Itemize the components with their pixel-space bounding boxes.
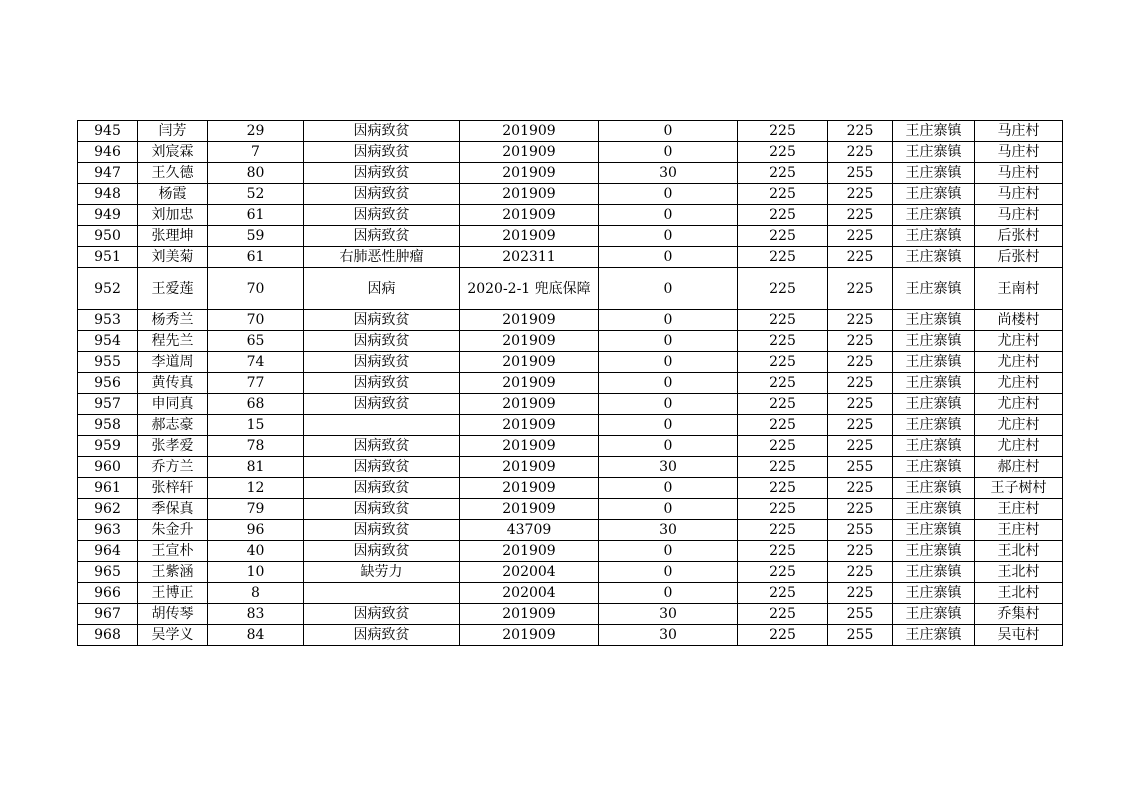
table-row bbox=[78, 604, 1063, 625]
table-row bbox=[78, 310, 1063, 331]
cell-town: 王庄寨镇 bbox=[893, 394, 975, 415]
cell-age: 96 bbox=[208, 520, 304, 541]
cell-reason: 因病致贫 bbox=[304, 478, 460, 499]
table-row bbox=[78, 583, 1063, 604]
cell-reason: 因病致贫 bbox=[304, 436, 460, 457]
cell-age: 68 bbox=[208, 394, 304, 415]
cell-value-3: 225 bbox=[828, 142, 893, 163]
cell-value-2: 225 bbox=[738, 394, 828, 415]
cell-village: 王北村 bbox=[975, 541, 1063, 562]
cell-town: 王庄寨镇 bbox=[893, 310, 975, 331]
cell-age: 80 bbox=[208, 163, 304, 184]
cell-reason: 因病致贫 bbox=[304, 604, 460, 625]
cell-town: 王庄寨镇 bbox=[893, 499, 975, 520]
cell-reason: 因病 bbox=[304, 268, 460, 310]
table-row bbox=[78, 562, 1063, 583]
cell-date: 201909 bbox=[460, 142, 599, 163]
cell-index: 949 bbox=[78, 205, 138, 226]
cell-village: 王子树村 bbox=[975, 478, 1063, 499]
cell-index: 947 bbox=[78, 163, 138, 184]
table-row bbox=[78, 457, 1063, 478]
cell-reason: 因病致贫 bbox=[304, 457, 460, 478]
cell-village: 王南村 bbox=[975, 268, 1063, 310]
cell-name: 申同真 bbox=[138, 394, 208, 415]
cell-date: 201909 bbox=[460, 121, 599, 142]
cell-age: 15 bbox=[208, 415, 304, 436]
cell-value-3: 225 bbox=[828, 184, 893, 205]
cell-age: 8 bbox=[208, 583, 304, 604]
cell-name: 王紫涵 bbox=[138, 562, 208, 583]
cell-value-1: 0 bbox=[599, 562, 738, 583]
cell-index: 963 bbox=[78, 520, 138, 541]
cell-index: 960 bbox=[78, 457, 138, 478]
cell-index: 962 bbox=[78, 499, 138, 520]
cell-town: 王庄寨镇 bbox=[893, 331, 975, 352]
cell-town: 王庄寨镇 bbox=[893, 520, 975, 541]
cell-date: 201909 bbox=[460, 436, 599, 457]
cell-age: 61 bbox=[208, 247, 304, 268]
cell-index: 958 bbox=[78, 415, 138, 436]
cell-value-2: 225 bbox=[738, 415, 828, 436]
cell-village: 马庄村 bbox=[975, 184, 1063, 205]
cell-town: 王庄寨镇 bbox=[893, 541, 975, 562]
cell-age: 81 bbox=[208, 457, 304, 478]
cell-value-1: 0 bbox=[599, 583, 738, 604]
cell-value-3: 225 bbox=[828, 352, 893, 373]
cell-reason: 因病致贫 bbox=[304, 520, 460, 541]
table-row bbox=[78, 184, 1063, 205]
cell-age: 65 bbox=[208, 331, 304, 352]
table-row bbox=[78, 121, 1063, 142]
cell-village: 马庄村 bbox=[975, 205, 1063, 226]
cell-index: 959 bbox=[78, 436, 138, 457]
cell-date: 201909 bbox=[460, 415, 599, 436]
cell-value-1: 30 bbox=[599, 625, 738, 646]
cell-name: 王久德 bbox=[138, 163, 208, 184]
cell-village: 王庄村 bbox=[975, 499, 1063, 520]
cell-reason: 因病致贫 bbox=[304, 352, 460, 373]
table-row bbox=[78, 415, 1063, 436]
cell-value-2: 225 bbox=[738, 268, 828, 310]
cell-age: 40 bbox=[208, 541, 304, 562]
table-row bbox=[78, 373, 1063, 394]
cell-town: 王庄寨镇 bbox=[893, 247, 975, 268]
cell-value-2: 225 bbox=[738, 604, 828, 625]
cell-village: 乔集村 bbox=[975, 604, 1063, 625]
cell-town: 王庄寨镇 bbox=[893, 163, 975, 184]
cell-date: 201909 bbox=[460, 331, 599, 352]
cell-name: 李道周 bbox=[138, 352, 208, 373]
cell-value-2: 225 bbox=[738, 436, 828, 457]
table-row bbox=[78, 520, 1063, 541]
cell-value-2: 225 bbox=[738, 310, 828, 331]
cell-reason: 右肺恶性肿瘤 bbox=[304, 247, 460, 268]
cell-value-2: 225 bbox=[738, 562, 828, 583]
cell-index: 953 bbox=[78, 310, 138, 331]
cell-value-2: 225 bbox=[738, 331, 828, 352]
cell-reason: 因病致贫 bbox=[304, 226, 460, 247]
cell-date: 202004 bbox=[460, 562, 599, 583]
cell-reason: 因病致贫 bbox=[304, 394, 460, 415]
table-row bbox=[78, 163, 1063, 184]
cell-reason: 因病致贫 bbox=[304, 121, 460, 142]
cell-village: 尤庄村 bbox=[975, 436, 1063, 457]
cell-age: 83 bbox=[208, 604, 304, 625]
cell-village: 马庄村 bbox=[975, 142, 1063, 163]
cell-town: 王庄寨镇 bbox=[893, 184, 975, 205]
cell-town: 王庄寨镇 bbox=[893, 436, 975, 457]
cell-value-3: 225 bbox=[828, 436, 893, 457]
cell-value-2: 225 bbox=[738, 352, 828, 373]
cell-name: 刘加忠 bbox=[138, 205, 208, 226]
cell-value-3: 255 bbox=[828, 163, 893, 184]
cell-name: 胡传琴 bbox=[138, 604, 208, 625]
cell-reason: 因病致贫 bbox=[304, 625, 460, 646]
cell-value-3: 225 bbox=[828, 373, 893, 394]
cell-value-2: 225 bbox=[738, 625, 828, 646]
cell-index: 951 bbox=[78, 247, 138, 268]
cell-value-3: 255 bbox=[828, 520, 893, 541]
cell-value-1: 0 bbox=[599, 268, 738, 310]
cell-index: 950 bbox=[78, 226, 138, 247]
cell-village: 王北村 bbox=[975, 562, 1063, 583]
cell-village: 尤庄村 bbox=[975, 331, 1063, 352]
table-row bbox=[78, 247, 1063, 268]
cell-date: 201909 bbox=[460, 457, 599, 478]
table-row bbox=[78, 499, 1063, 520]
cell-value-2: 225 bbox=[738, 184, 828, 205]
cell-value-1: 0 bbox=[599, 415, 738, 436]
cell-town: 王庄寨镇 bbox=[893, 478, 975, 499]
cell-date: 202004 bbox=[460, 583, 599, 604]
cell-value-3: 225 bbox=[828, 205, 893, 226]
cell-value-3: 225 bbox=[828, 226, 893, 247]
cell-value-1: 0 bbox=[599, 394, 738, 415]
cell-town: 王庄寨镇 bbox=[893, 226, 975, 247]
cell-value-2: 225 bbox=[738, 583, 828, 604]
cell-age: 12 bbox=[208, 478, 304, 499]
cell-value-1: 0 bbox=[599, 331, 738, 352]
cell-age: 29 bbox=[208, 121, 304, 142]
cell-value-2: 225 bbox=[738, 163, 828, 184]
cell-value-1: 0 bbox=[599, 478, 738, 499]
cell-value-1: 30 bbox=[599, 604, 738, 625]
cell-value-1: 0 bbox=[599, 541, 738, 562]
cell-reason: 因病致贫 bbox=[304, 142, 460, 163]
cell-reason: 因病致贫 bbox=[304, 499, 460, 520]
cell-age: 61 bbox=[208, 205, 304, 226]
cell-name: 张梓轩 bbox=[138, 478, 208, 499]
cell-index: 966 bbox=[78, 583, 138, 604]
cell-town: 王庄寨镇 bbox=[893, 604, 975, 625]
cell-value-2: 225 bbox=[738, 226, 828, 247]
cell-town: 王庄寨镇 bbox=[893, 205, 975, 226]
cell-index: 945 bbox=[78, 121, 138, 142]
cell-value-1: 0 bbox=[599, 205, 738, 226]
cell-value-2: 225 bbox=[738, 247, 828, 268]
cell-name: 黄传真 bbox=[138, 373, 208, 394]
cell-value-2: 225 bbox=[738, 541, 828, 562]
cell-age: 7 bbox=[208, 142, 304, 163]
cell-index: 968 bbox=[78, 625, 138, 646]
cell-value-3: 225 bbox=[828, 121, 893, 142]
cell-value-2: 225 bbox=[738, 478, 828, 499]
cell-town: 王庄寨镇 bbox=[893, 373, 975, 394]
cell-town: 王庄寨镇 bbox=[893, 625, 975, 646]
cell-value-1: 0 bbox=[599, 226, 738, 247]
cell-reason: 因病致贫 bbox=[304, 205, 460, 226]
cell-reason: 因病致贫 bbox=[304, 373, 460, 394]
cell-name: 闫芳 bbox=[138, 121, 208, 142]
cell-name: 乔方兰 bbox=[138, 457, 208, 478]
cell-value-3: 225 bbox=[828, 541, 893, 562]
table-row bbox=[78, 478, 1063, 499]
cell-value-2: 225 bbox=[738, 373, 828, 394]
cell-value-2: 225 bbox=[738, 121, 828, 142]
table-row bbox=[78, 331, 1063, 352]
cell-value-1: 30 bbox=[599, 457, 738, 478]
cell-village: 尤庄村 bbox=[975, 415, 1063, 436]
cell-date: 201909 bbox=[460, 226, 599, 247]
cell-value-1: 0 bbox=[599, 436, 738, 457]
cell-name: 季保真 bbox=[138, 499, 208, 520]
cell-age: 79 bbox=[208, 499, 304, 520]
cell-reason: 因病致贫 bbox=[304, 184, 460, 205]
cell-age: 70 bbox=[208, 268, 304, 310]
cell-town: 王庄寨镇 bbox=[893, 457, 975, 478]
cell-name: 王爱莲 bbox=[138, 268, 208, 310]
table-row bbox=[78, 436, 1063, 457]
table-row bbox=[78, 625, 1063, 646]
cell-date: 202311 bbox=[460, 247, 599, 268]
cell-age: 59 bbox=[208, 226, 304, 247]
cell-value-1: 0 bbox=[599, 142, 738, 163]
cell-index: 956 bbox=[78, 373, 138, 394]
cell-name: 程先兰 bbox=[138, 331, 208, 352]
cell-village: 后张村 bbox=[975, 226, 1063, 247]
cell-date: 201909 bbox=[460, 163, 599, 184]
cell-value-3: 225 bbox=[828, 562, 893, 583]
cell-value-1: 0 bbox=[599, 373, 738, 394]
cell-village: 吴屯村 bbox=[975, 625, 1063, 646]
cell-town: 王庄寨镇 bbox=[893, 352, 975, 373]
cell-age: 77 bbox=[208, 373, 304, 394]
cell-date: 201909 bbox=[460, 394, 599, 415]
cell-date: 201909 bbox=[460, 310, 599, 331]
table-row bbox=[78, 205, 1063, 226]
cell-value-3: 255 bbox=[828, 625, 893, 646]
cell-date: 201909 bbox=[460, 184, 599, 205]
cell-village: 尤庄村 bbox=[975, 394, 1063, 415]
cell-value-1: 0 bbox=[599, 184, 738, 205]
cell-name: 杨霞 bbox=[138, 184, 208, 205]
cell-name: 吴学义 bbox=[138, 625, 208, 646]
cell-date: 201909 bbox=[460, 499, 599, 520]
table-row bbox=[78, 226, 1063, 247]
cell-value-3: 225 bbox=[828, 268, 893, 310]
cell-value-3: 225 bbox=[828, 415, 893, 436]
cell-age: 10 bbox=[208, 562, 304, 583]
cell-value-2: 225 bbox=[738, 457, 828, 478]
cell-value-1: 30 bbox=[599, 520, 738, 541]
table-row bbox=[78, 394, 1063, 415]
cell-value-3: 225 bbox=[828, 331, 893, 352]
cell-village: 马庄村 bbox=[975, 163, 1063, 184]
cell-value-1: 0 bbox=[599, 310, 738, 331]
cell-age: 84 bbox=[208, 625, 304, 646]
cell-town: 王庄寨镇 bbox=[893, 415, 975, 436]
cell-value-1: 0 bbox=[599, 247, 738, 268]
cell-reason bbox=[304, 415, 460, 436]
cell-village: 尚楼村 bbox=[975, 310, 1063, 331]
table-row bbox=[78, 541, 1063, 562]
cell-name: 刘宸霖 bbox=[138, 142, 208, 163]
cell-age: 78 bbox=[208, 436, 304, 457]
cell-value-3: 255 bbox=[828, 457, 893, 478]
cell-reason: 因病致贫 bbox=[304, 310, 460, 331]
cell-value-1: 0 bbox=[599, 352, 738, 373]
cell-value-1: 30 bbox=[599, 163, 738, 184]
cell-name: 杨秀兰 bbox=[138, 310, 208, 331]
cell-date: 201909 bbox=[460, 352, 599, 373]
cell-name: 刘美菊 bbox=[138, 247, 208, 268]
cell-value-3: 255 bbox=[828, 604, 893, 625]
cell-index: 955 bbox=[78, 352, 138, 373]
cell-reason: 因病致贫 bbox=[304, 163, 460, 184]
cell-value-2: 225 bbox=[738, 520, 828, 541]
cell-town: 王庄寨镇 bbox=[893, 142, 975, 163]
cell-name: 张理坤 bbox=[138, 226, 208, 247]
cell-date: 43709 bbox=[460, 520, 599, 541]
cell-value-3: 225 bbox=[828, 583, 893, 604]
cell-village: 尤庄村 bbox=[975, 352, 1063, 373]
cell-value-1: 0 bbox=[599, 121, 738, 142]
table-row bbox=[78, 268, 1063, 310]
cell-age: 70 bbox=[208, 310, 304, 331]
cell-value-3: 225 bbox=[828, 478, 893, 499]
cell-date: 201909 bbox=[460, 625, 599, 646]
cell-town: 王庄寨镇 bbox=[893, 268, 975, 310]
cell-value-3: 225 bbox=[828, 310, 893, 331]
cell-village: 马庄村 bbox=[975, 121, 1063, 142]
cell-value-3: 225 bbox=[828, 499, 893, 520]
cell-town: 王庄寨镇 bbox=[893, 562, 975, 583]
cell-village: 尤庄村 bbox=[975, 373, 1063, 394]
cell-village: 王北村 bbox=[975, 583, 1063, 604]
cell-value-3: 225 bbox=[828, 247, 893, 268]
cell-index: 965 bbox=[78, 562, 138, 583]
cell-index: 967 bbox=[78, 604, 138, 625]
cell-index: 954 bbox=[78, 331, 138, 352]
cell-village: 郝庄村 bbox=[975, 457, 1063, 478]
cell-name: 张孝爱 bbox=[138, 436, 208, 457]
cell-village: 王庄村 bbox=[975, 520, 1063, 541]
cell-reason: 因病致贫 bbox=[304, 541, 460, 562]
cell-name: 王宣朴 bbox=[138, 541, 208, 562]
cell-date: 201909 bbox=[460, 205, 599, 226]
cell-index: 948 bbox=[78, 184, 138, 205]
cell-date: 201909 bbox=[460, 604, 599, 625]
cell-name: 朱金升 bbox=[138, 520, 208, 541]
cell-reason bbox=[304, 583, 460, 604]
cell-date: 2020-2-1 兜底保障 bbox=[460, 268, 599, 310]
cell-index: 952 bbox=[78, 268, 138, 310]
cell-age: 74 bbox=[208, 352, 304, 373]
cell-value-2: 225 bbox=[738, 142, 828, 163]
cell-date: 201909 bbox=[460, 478, 599, 499]
cell-index: 946 bbox=[78, 142, 138, 163]
table-row bbox=[78, 352, 1063, 373]
cell-town: 王庄寨镇 bbox=[893, 121, 975, 142]
cell-index: 961 bbox=[78, 478, 138, 499]
cell-value-2: 225 bbox=[738, 499, 828, 520]
cell-name: 郝志豪 bbox=[138, 415, 208, 436]
cell-value-2: 225 bbox=[738, 205, 828, 226]
cell-reason: 因病致贫 bbox=[304, 331, 460, 352]
table-row bbox=[78, 142, 1063, 163]
roster-table bbox=[77, 120, 1063, 646]
cell-index: 964 bbox=[78, 541, 138, 562]
cell-town: 王庄寨镇 bbox=[893, 583, 975, 604]
cell-name: 王博正 bbox=[138, 583, 208, 604]
cell-index: 957 bbox=[78, 394, 138, 415]
cell-age: 52 bbox=[208, 184, 304, 205]
cell-value-3: 225 bbox=[828, 394, 893, 415]
cell-village: 后张村 bbox=[975, 247, 1063, 268]
cell-reason: 缺劳力 bbox=[304, 562, 460, 583]
cell-value-1: 0 bbox=[599, 499, 738, 520]
cell-date: 201909 bbox=[460, 373, 599, 394]
cell-date: 201909 bbox=[460, 541, 599, 562]
